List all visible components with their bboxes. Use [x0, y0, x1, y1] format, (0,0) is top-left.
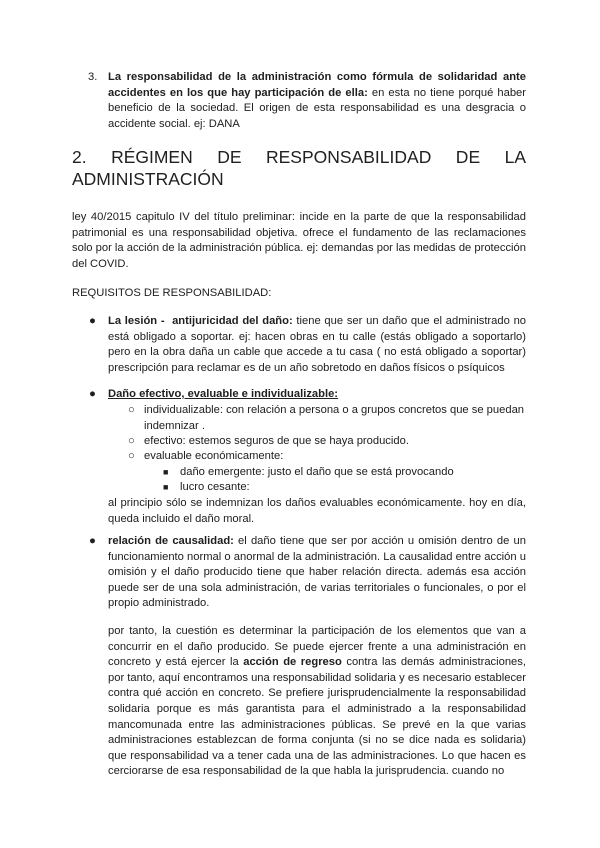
square-bullet-icon: ■ [163, 482, 169, 492]
causalidad-paragraph [108, 534, 526, 612]
lesion-bold-2: antijuricidad del daño: [172, 315, 293, 327]
bullet-icon: ● [89, 315, 96, 327]
dano-title: Daño efectivo, evaluable e individualizable: [108, 388, 339, 400]
item-3-paragraph [108, 70, 526, 132]
square-bullet-icon: ■ [163, 467, 169, 477]
lesion-text: tiene que ser un daño que el administrado no está obligado a soportar. ej: hacen obras en tu calle (estás obligado a soportarlo) pero en la obra daña un cable que accede a tu casa ( no está obligado a soportar) prescripción para reclamar es de un año sobretodo en daños físicos o psíquicos [108, 315, 527, 374]
bullet-icon: ● [89, 388, 96, 400]
causalidad-paragraph-2 [108, 624, 526, 780]
accion-regreso-bold: acción de regreso [243, 656, 342, 669]
causalidad-text: el daño tiene que ser por acción u omisión dentro de un funcionamiento normal o anormal de la administración. La causalidad entre acción u omisión y el daño producido tiene que haber relación directa. además esa acción puede ser de una sola administración, de varias territoriales o funcionales, o por el propio administrado. [108, 535, 526, 610]
dano-sub-1: individualizable: con relación a persona o a grupos concretos que se puedan indemnizar . [144, 404, 525, 432]
causalidad-p2-a: por tanto, la cuestión es determinar la participación de los elementos que van a concurrir en el daño producido. Se puede ejercer frente a una administración en concreto y está ejercer la [108, 625, 526, 669]
dano-sub-3: evaluable económicamente: [144, 450, 284, 462]
intro-paragraph: ley 40/2015 capitulo IV del título preliminar: incide en la parte de que la responsabilidad patrimonial es una responsabilidad objetiva. ofrece el fundamento de las reclamaciones solo por la acción de la administración pública. ej: demandas por las medidas de protección del COVID. [72, 211, 526, 270]
causalidad-p2-b: contra las demás administraciones, por tanto, aquí encontramos una responsabilidad solidaria y es necesario establecer contra qué acción en concreto. Se prefiere jurisprudencialmente la responsabilidad solidaria porque es más garantista para el administrado a la responsabilidad mancomunada entre las administraciones públicas. Se prevé en la que varias administraciones establezcan de forma conjunta (si no se dice nada es solidaria) que responsabilidad va a tener cada una de las administraciones. Lo que hacen es cerciorarse de esa responsabilidad de la que habla la jurisprudencia. cuando no [108, 656, 526, 778]
hollow-bullet-icon: ○ [128, 404, 135, 416]
list-number: 3. [88, 71, 98, 83]
dano-subsub-2: lucro cesante: [180, 481, 250, 493]
hollow-bullet-icon: ○ [128, 435, 135, 447]
bullet-icon: ● [89, 535, 96, 547]
heading-line-2: ADMINISTRACIÓN [72, 169, 224, 189]
dano-sub-2: efectivo: estemos seguros de que se haya producido. [144, 435, 409, 447]
hollow-bullet-icon: ○ [128, 450, 135, 462]
item-3-bold: La responsabilidad de la administración como fórmula de solidaridad ante accidentes en los que hay participación de ella: [108, 71, 526, 99]
section-heading [72, 146, 526, 190]
dano-subsub-1: daño emergente: justo el daño que se está provocando [180, 466, 454, 478]
item-3-text: en esta no tiene porqué haber beneficio de la sociedad. El origen de esta responsabilidad es una desgracia o accidente social. ej: DANA [108, 86, 526, 130]
causalidad-bold: relación de causalidad: [108, 535, 234, 547]
heading-line-1: 2. RÉGIMEN DE RESPONSABILIDAD DE LA [72, 147, 526, 167]
lesion-paragraph [108, 314, 526, 376]
lesion-bold: La lesión - [108, 315, 165, 327]
dano-closing: al principio sólo se indemnizan los daños evaluables económicamente. hoy en día, queda incluido el daño moral. [108, 497, 526, 525]
requisitos-title: REQUISITOS DE RESPONSABILIDAD: [72, 287, 272, 299]
